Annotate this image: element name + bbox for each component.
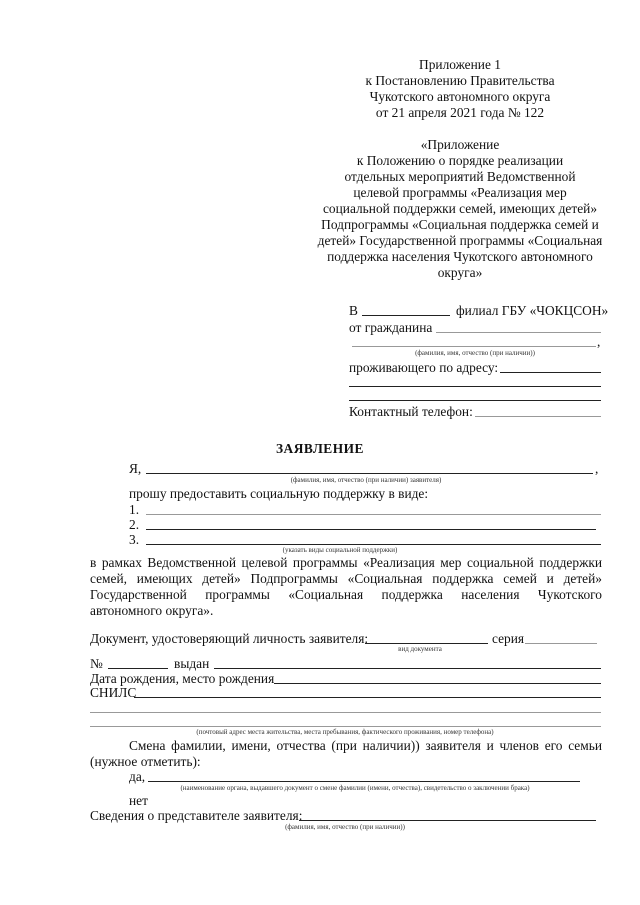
representative-label: Сведения о представителе заявителя: <box>90 808 303 823</box>
program-paragraph: в рамках Ведомственной целевой программы «Реализация мер социальной поддержки семей, имеющих детей» Подпрограммы «Социальная поддержка семей и детей» Государственной программы «Социальная поддержка населения Чукотского автономного округа». <box>90 555 602 618</box>
appendix2-line-9: округа» <box>437 265 483 280</box>
support-line-1[interactable] <box>146 514 601 515</box>
address-line-3[interactable] <box>349 400 601 401</box>
appendix2-line-2: к Положению о порядке реализации <box>356 153 564 168</box>
address-line-1[interactable] <box>500 372 601 373</box>
representative-line[interactable] <box>299 820 596 821</box>
applicant-hint: (фамилия, имя, отчество (при наличии) заявителя) <box>290 476 442 484</box>
addressee-to: В <box>349 303 358 318</box>
from-citizen-label: от гражданина <box>349 320 433 335</box>
comma: , <box>597 334 601 349</box>
citizen-name-line-2[interactable] <box>352 346 596 347</box>
residing-label: проживающего по адресу: <box>349 360 499 375</box>
support-line-3[interactable] <box>146 544 601 545</box>
representative-hint: (фамилия, имя, отчество (при наличии)) <box>285 823 405 831</box>
branch-name-line[interactable] <box>362 315 450 316</box>
appendix2-line-5: социальной поддержки семей, имеющих детей» <box>322 201 598 216</box>
appendix-line-4: от 21 апреля 2021 года № 122 <box>375 105 545 120</box>
name-change-no: нет <box>129 793 148 808</box>
appendix2-line-3: отдельных мероприятий Ведомственной <box>344 169 576 184</box>
postal-address-line-1[interactable] <box>90 712 601 713</box>
appendix-line-2: к Постановлению Правительства <box>365 73 555 88</box>
birth-label: Дата рождения, место рождения <box>90 671 275 686</box>
appendix-line-1: Приложение 1 <box>419 57 501 72</box>
phone-label: Контактный телефон: <box>349 404 473 419</box>
snils-line[interactable] <box>134 697 601 698</box>
doc-hint: вид документа <box>398 645 442 653</box>
address-hint: (почтовый адрес места жительства, места пребывания, фактического проживания, номер телефона) <box>196 728 494 736</box>
support-hint: (указать виды социальной поддержки) <box>282 546 398 554</box>
postal-address-line-2[interactable] <box>90 726 601 727</box>
appendix2-line-8: поддержка населения Чукотского автономного <box>327 249 593 264</box>
branch-name: филиал ГБУ «ЧОКЦСОН» <box>456 303 609 318</box>
applicant-comma: , <box>595 461 599 476</box>
issued-line[interactable] <box>214 668 601 669</box>
id-document-line[interactable] <box>365 643 488 644</box>
name-change-text: Смена фамилии, имени, отчества (при наличии)) заявителя и членов его семьи (нужное отметить): <box>90 738 602 769</box>
applicant-name-line[interactable] <box>146 473 593 474</box>
appendix2-line-7: детей» Государственной программы «Социальная <box>317 233 603 248</box>
support-line-2[interactable] <box>146 529 596 530</box>
series-label: серия <box>492 631 525 646</box>
birth-line[interactable] <box>274 683 601 684</box>
support-item-3: 3. <box>129 532 140 547</box>
id-document-label: Документ, удостоверяющий личность заявителя: <box>90 631 369 646</box>
appendix2-line-6: Подпрограммы «Социальная поддержка семей и <box>321 217 599 232</box>
appendix2-line-1: «Приложение <box>420 137 500 152</box>
issued-label: выдан <box>174 656 210 671</box>
number-label: № <box>90 656 103 671</box>
applicant-i: Я, <box>129 461 142 476</box>
appendix2-line-4: целевой программы «Реализация мер <box>353 185 567 200</box>
series-line[interactable] <box>525 643 597 644</box>
name-change-yes-hint: (наименование органа, выдавшего документ о смене фамилии (имени, отчества), свидетельство о заключении брака) <box>180 784 530 792</box>
statement-title: ЗАЯВЛЕНИЕ <box>275 441 364 456</box>
snils-label: СНИЛС <box>90 685 137 700</box>
fio-hint: (фамилия, имя, отчество (при наличии)) <box>415 349 535 357</box>
address-line-2[interactable] <box>349 386 601 387</box>
phone-line[interactable] <box>475 416 601 417</box>
appendix-line-3: Чукотского автономного округа <box>369 89 551 104</box>
support-item-1: 1. <box>129 502 140 517</box>
support-item-2: 2. <box>129 517 140 532</box>
number-line[interactable] <box>108 668 168 669</box>
name-change-yes: да, <box>129 769 146 784</box>
name-change-yes-line[interactable] <box>148 781 580 782</box>
citizen-name-line[interactable] <box>436 332 601 333</box>
request-text: прошу предоставить социальную поддержку в виде: <box>129 486 429 501</box>
